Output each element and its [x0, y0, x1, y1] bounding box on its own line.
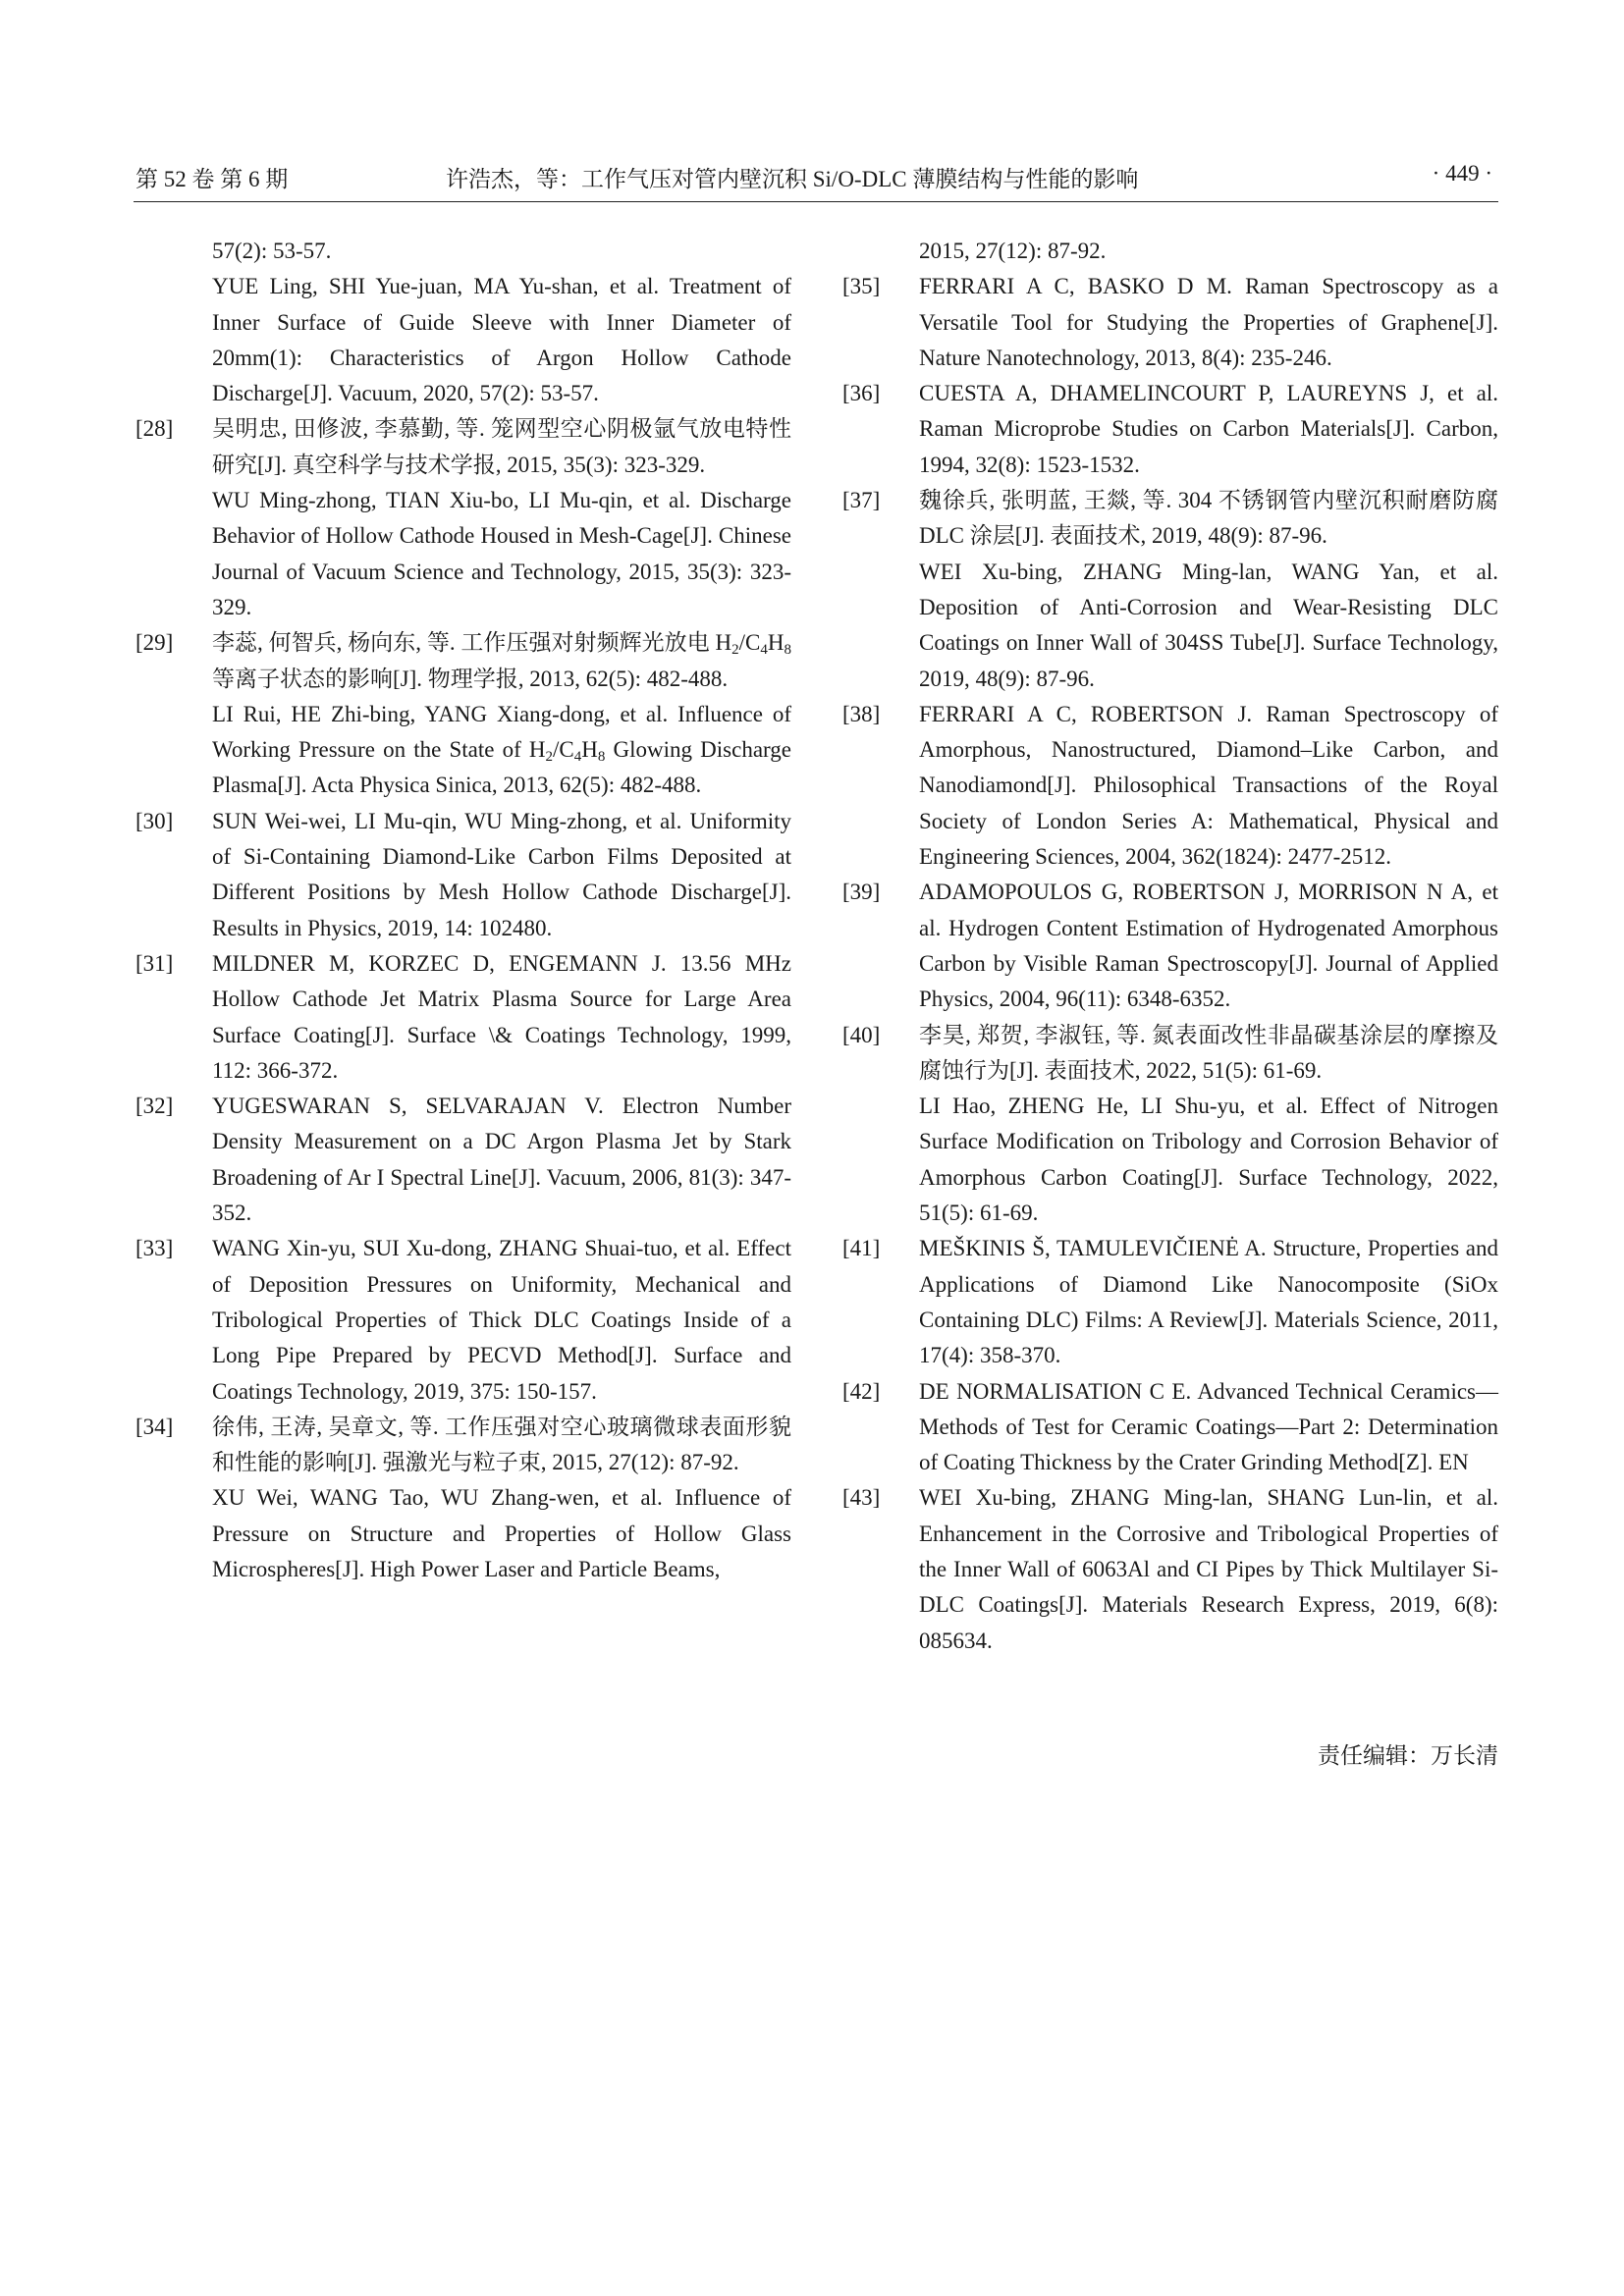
- reference-en: YUE Ling, SHI Yue-juan, MA Yu-shan, et al. Treatment of Inner Surface of Guide Sleeve with Inner Diameter of 20mm(1): Characteristics of Argon Hollow Cathode Discharge[J]. Vacuum, 2020, 57(2): 53-57.: [212, 274, 791, 406]
- reference-continuation-text: 2015, 27(12): 87-92.: [919, 239, 1107, 263]
- reference-zh: 李蕊, 何智兵, 杨向东, 等. 工作压强对射频辉光放电 $H_2/C_4H_8$ 等离子状态的影响[J]. 物理学报, 2013, 62(5): 482-488.: [212, 630, 791, 691]
- reference-en: DE NORMALISATION C E. Advanced Technical Ceramics—Methods of Test for Ceramic Coatings—Part 2: Determination of Coating Thickness by the Crater Grinding Method[Z]. EN: [919, 1378, 1498, 1475]
- references-right-column: [842, 234, 1498, 1659]
- reference-en: WANG Xin-yu, SUI Xu-dong, ZHANG Shuai-tuo, et al. Effect of Deposition Pressures on Uniformity, Mechanical and Tribological Properties of Thick DLC Coatings Inside of a Long Pipe Prepared by PECVD Method[J]. Surface and Coatings Technology, 2019, 375: 150-157.: [212, 1236, 791, 1404]
- reference-number: [36]: [842, 381, 881, 406]
- reference-en: WU Ming-zhong, TIAN Xiu-bo, LI Mu-qin, et al. Discharge Behavior of Hollow Cathode Housed in Mesh-Cage[J]. Chinese Journal of Vacuum Science and Technology, 2015, 35(3): 323-329.: [212, 488, 791, 619]
- reference-32: [135, 1089, 791, 1231]
- reference-number: [35]: [842, 274, 881, 299]
- reference-number: [28]: [135, 416, 174, 442]
- reference-33: [135, 1231, 791, 1409]
- reference-28: [135, 411, 791, 625]
- running-header: [135, 155, 1496, 194]
- reference-38: [842, 697, 1498, 875]
- reference-zh: 李昊, 郑贺, 李淑钰, 等. 氮表面改性非晶碳基涂层的摩擦及腐蚀行为[J]. 表面技术, 2022, 51(5): 61-69.: [919, 1022, 1498, 1083]
- reference-en: WEI Xu-bing, ZHANG Ming-lan, WANG Yan, et al. Deposition of Anti-Corrosion and Wear-Resisting DLC Coatings on Inner Wall of 304SS Tube[J]. Surface Technology, 2019, 48(9): 87-96.: [919, 559, 1498, 691]
- reference-en: WEI Xu-bing, ZHANG Ming-lan, SHANG Lun-lin, et al. Enhancement in the Corrosive and Tribological Properties of the Inner Wall of 6063Al and CI Pipes by Thick Multilayer Si-DLC Coatings[J]. Materials Research Express, 2019, 6(8): 085634.: [919, 1485, 1498, 1653]
- reference-zh-tail: 57(2): 53-57.: [212, 239, 332, 263]
- reference-42: [842, 1374, 1498, 1481]
- reference-en: FERRARI A C, BASKO D M. Raman Spectroscopy as a Versatile Tool for Studying the Properties of Graphene[J]. Nature Nanotechnology, 2013, 8(4): 235-246.: [919, 274, 1498, 370]
- reference-34: [135, 1410, 791, 1587]
- reference-number: [30]: [135, 808, 174, 833]
- reference-number: [33]: [135, 1236, 174, 1261]
- references-left-column: [135, 234, 791, 1587]
- reference-36: [842, 376, 1498, 483]
- reference-continuation: [135, 234, 791, 411]
- reference-40: [842, 1018, 1498, 1232]
- reference-41: [842, 1231, 1498, 1373]
- reference-en: XU Wei, WANG Tao, WU Zhang-wen, et al. Influence of Pressure on Structure and Properties of Hollow Glass Microspheres[J]. High Power Laser and Particle Beams,: [212, 1485, 791, 1581]
- running-title: 许浩杰，等：工作气压对管内壁沉积 Si/O-DLC 薄膜结构与性能的影响: [446, 167, 1139, 191]
- header-rule: [134, 201, 1498, 202]
- reference-en: LI Hao, ZHENG He, LI Shu-yu, et al. Effect of Nitrogen Surface Modification on Tribology and Corrosion Behavior of Amorphous Carbon Coating[J]. Surface Technology, 2022, 51(5): 61-69.: [919, 1094, 1498, 1226]
- reference-en: SUN Wei-wei, LI Mu-qin, WU Ming-zhong, et al. Uniformity of Si-Containing Diamond-Like Carbon Films Deposited at Different Positions by Mesh Hollow Cathode Discharge[J]. Results in Physics, 2019, 14: 102480.: [212, 808, 791, 940]
- reference-37: [842, 483, 1498, 697]
- reference-35: [842, 269, 1498, 376]
- reference-number: [38]: [842, 701, 881, 726]
- reference-zh: 魏徐兵, 张明蓝, 王燚, 等. 304 不锈钢管内壁沉积耐磨防腐 DLC 涂层[J]. 表面技术, 2019, 48(9): 87-96.: [919, 488, 1498, 549]
- reference-43: [842, 1480, 1498, 1658]
- reference-number: [42]: [842, 1378, 881, 1404]
- reference-number: [37]: [842, 488, 881, 513]
- responsible-editor: 责任编辑：万长清: [1318, 1743, 1498, 1768]
- reference-number: [39]: [842, 880, 881, 905]
- reference-number: [29]: [135, 630, 174, 656]
- reference-number: [41]: [842, 1236, 881, 1261]
- reference-number: [34]: [135, 1414, 174, 1439]
- reference-continuation: [842, 234, 1498, 269]
- reference-zh: 吴明忠, 田修波, 李慕勤, 等. 笼网型空心阴极氩气放电特性研究[J]. 真空科学与技术学报, 2015, 35(3): 323-329.: [212, 416, 791, 477]
- reference-number: [43]: [842, 1485, 881, 1511]
- reference-en: CUESTA A, DHAMELINCOURT P, LAUREYNS J, et al. Raman Microprobe Studies on Carbon Materials[J]. Carbon, 1994, 32(8): 1523-1532.: [919, 381, 1498, 477]
- reference-zh: 徐伟, 王涛, 吴章文, 等. 工作压强对空心玻璃微球表面形貌和性能的影响[J]. 强激光与粒子束, 2015, 27(12): 87-92.: [212, 1414, 791, 1475]
- reference-en: MEŠKINIS Š, TAMULEVIČIENĖ A. Structure, Properties and Applications of Diamond Like Nanocomposite (SiOx Containing DLC) Films: A Review[J]. Materials Science, 2011, 17(4): 358-370.: [919, 1236, 1498, 1368]
- volume-issue: 第 52 卷 第 6 期: [135, 167, 289, 191]
- reference-en: ADAMOPOULOS G, ROBERTSON J, MORRISON N A, et al. Hydrogen Content Estimation of Hydrogenated Amorphous Carbon by Visible Raman Spectroscopy[J]. Journal of Applied Physics, 2004, 96(11): 6348-6352.: [919, 880, 1498, 1012]
- reference-en: MILDNER M, KORZEC D, ENGEMANN J. 13.56 MHz Hollow Cathode Jet Matrix Plasma Source for Large Area Surface Coating[J]. Surface \& Coatings Technology, 1999, 112: 366-372.: [212, 950, 791, 1083]
- reference-39: [842, 875, 1498, 1017]
- reference-number: [32]: [135, 1094, 174, 1119]
- reference-31: [135, 946, 791, 1089]
- reference-29: [135, 625, 791, 803]
- reference-number: [40]: [842, 1022, 881, 1047]
- page-number: · 449 ·: [1432, 161, 1492, 186]
- reference-30: [135, 804, 791, 946]
- reference-en: YUGESWARAN S, SELVARAJAN V. Electron Number Density Measurement on a DC Argon Plasma Jet by Stark Broadening of Ar I Spectral Line[J]. Vacuum, 2006, 81(3): 347-352.: [212, 1094, 791, 1226]
- reference-en: LI Rui, HE Zhi-bing, YANG Xiang-dong, et al. Influence of Working Pressure on the State of $H_2/C_4H_8$ Glowing Discharge Plasma[J]. Acta Physica Sinica, 2013, 62(5): 482-488.: [212, 701, 792, 798]
- reference-number: [31]: [135, 950, 174, 976]
- reference-en: FERRARI A C, ROBERTSON J. Raman Spectroscopy of Amorphous, Nanostructured, Diamond–Like Carbon, and Nanodiamond[J]. Philosophical Transactions of the Royal Society of London Series A: Mathematical, Physical and Engineering Sciences, 2004, 362(1824): 2477-2512.: [919, 701, 1498, 870]
